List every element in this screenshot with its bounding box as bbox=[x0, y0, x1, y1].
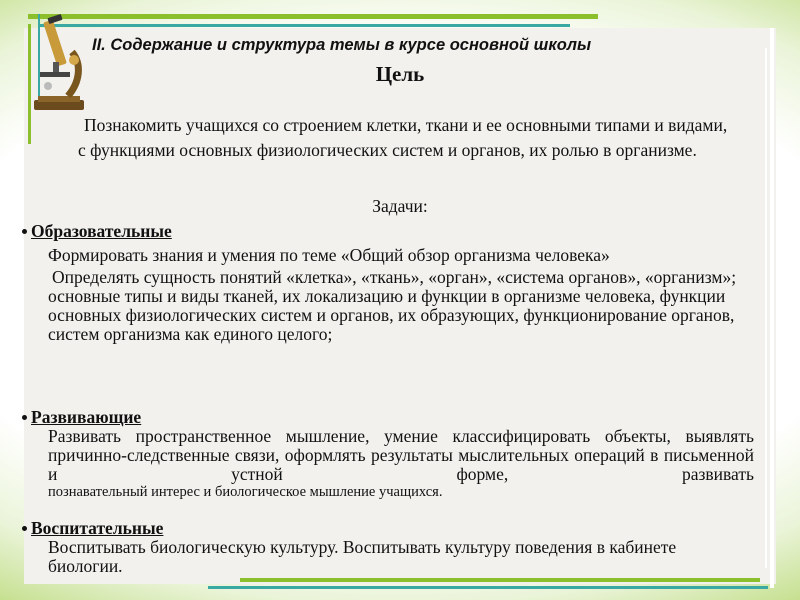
slide-header: II. Содержание и структура темы в курсе основной школы bbox=[92, 36, 592, 54]
section-educational bbox=[22, 222, 754, 344]
section-paragraph: Воспитывать биологическую культуру. Воспитывать культуру поведения в кабинете биологии. bbox=[48, 537, 677, 576]
section-heading: Воспитательные bbox=[22, 519, 754, 538]
goal-heading: Цель bbox=[375, 62, 425, 86]
decor-stripe bbox=[765, 48, 767, 568]
section-heading: Развивающие bbox=[22, 408, 754, 427]
decor-stripe bbox=[40, 24, 570, 27]
section-heading: Образовательные bbox=[22, 222, 754, 241]
decor-stripe bbox=[28, 14, 598, 19]
section-paragraph: Определять сущность понятий «клетка», «ткань», «орган», «система органов», «организм»; основные типы и виды тканей, их локализацию и функции в организме человека, функции основных физиологических систем и органов, их образующих, функционирование органов, систем организма как единого целого; bbox=[48, 267, 737, 344]
goal-text: Познакомить учащихся со строением клетки, ткани и ее основными типами и видами, с функциями основных физиологических систем и органов, их ролью в организме. bbox=[78, 115, 728, 160]
bullet-icon bbox=[22, 415, 27, 420]
section-paragraph: Развивать пространственное мышление, умение классифицировать объекты, выявлять причинно-следственные связи, оформлять результаты мыслительных операций в письменной и устной форме, развивать bbox=[48, 426, 754, 484]
decor-stripe bbox=[770, 28, 774, 588]
bullet-icon bbox=[22, 526, 27, 531]
decor-stripe bbox=[208, 586, 768, 589]
section-paragraph: познавательный интерес и биологическое мышление учащихся. bbox=[48, 484, 443, 500]
section-upbringing bbox=[22, 519, 754, 576]
tasks-heading: Задачи: bbox=[372, 196, 428, 216]
section-developmental bbox=[22, 408, 754, 501]
bullet-icon bbox=[22, 229, 27, 234]
decor-stripe bbox=[240, 578, 760, 582]
section-paragraph: Формировать знания и умения по теме «Общий обзор организма человека» bbox=[48, 245, 610, 265]
